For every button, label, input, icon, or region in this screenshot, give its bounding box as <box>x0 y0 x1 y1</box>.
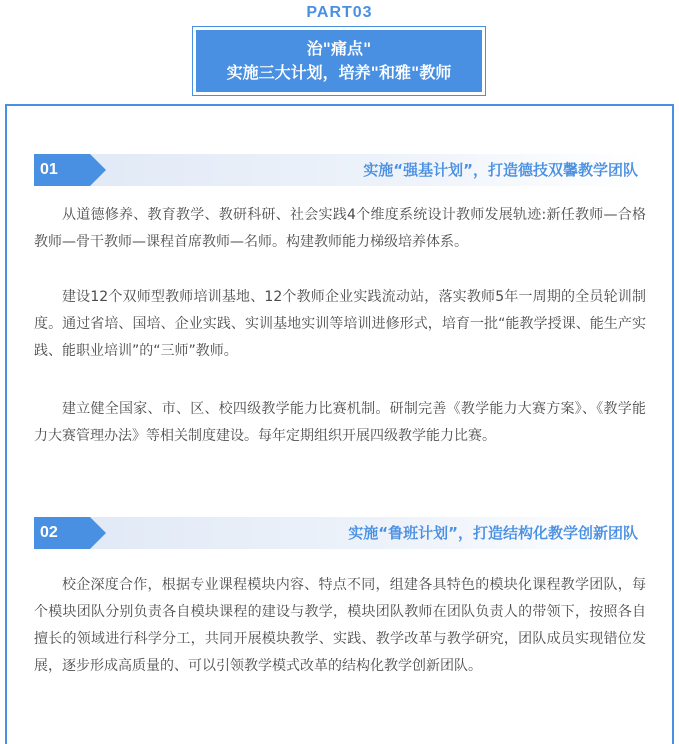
part-label: PART03 <box>306 4 373 21</box>
section-header-01 <box>34 154 644 186</box>
section-number-arrow <box>90 154 106 186</box>
section-number: 02 <box>34 517 90 549</box>
paragraph: 建设12个双师型教师培训基地、12个教师企业实践流动站，落实教师5年一周期的全员轮训制度。通过省培、国培、企业实践、实训基地实训等培训进修形式，培育一批“能教学授课、能生产实践、能职业培训”的“三师”教师。 <box>34 289 646 359</box>
section-number-arrow <box>90 517 106 549</box>
section-title: 实施“鲁班计划”，打造结构化教学创新团队 <box>348 524 638 542</box>
page-title <box>196 30 482 92</box>
section-number: 01 <box>34 154 90 186</box>
page-title-line1: 治"痛点" <box>306 39 372 58</box>
page-title-line2: 实施三大计划，培养"和雅"教师 <box>226 63 452 82</box>
paragraph: 建立健全国家、市、区、校四级教学能力比赛机制。研制完善《教学能力大赛方案》、《教学能力大赛管理办法》等相关制度建设。每年定期组织开展四级教学能力比赛。 <box>34 401 646 444</box>
paragraph: 校企深度合作，根据专业课程模块内容、特点不同，组建各具特色的模块化课程教学团队，每个模块团队分别负责各自模块课程的建设与教学，模块团队教师在团队负责人的带领下，按照各自擅长的领域进行科学分工，共同开展模块教学、实践、教学改革与教学研究，团队成员实现错位发展，逐步形成高质量的、可以引领教学模式改革的结构化教学创新团队。 <box>34 577 646 674</box>
paragraph: 从道德修养、教育教学、教研科研、社会实践4个维度系统设计教师发展轨迹:新任教师—合格教师—骨干教师—课程首席教师—名师。构建教师能力梯级培养体系。 <box>34 207 646 250</box>
section-title: 实施“强基计划”，打造德技双馨教学团队 <box>363 161 638 179</box>
section-header-02 <box>34 517 644 549</box>
